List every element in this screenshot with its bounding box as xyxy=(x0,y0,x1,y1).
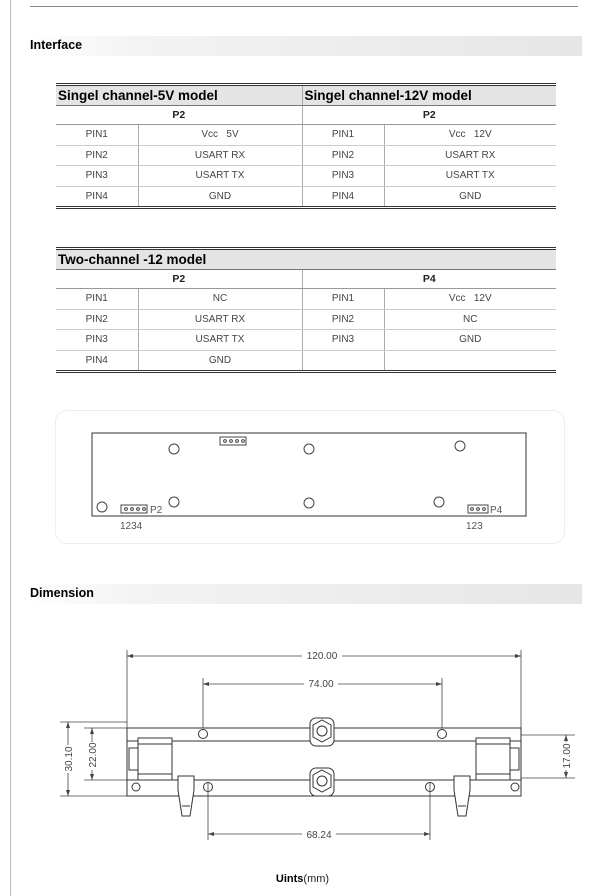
dim-overall-length: 120.00 xyxy=(306,651,338,662)
dim-top-hole-spacing: 74.00 xyxy=(308,679,334,690)
pin-cell: PIN2 xyxy=(56,309,138,330)
table1-right-port: P2 xyxy=(302,106,556,125)
pin-cell: PIN1 xyxy=(302,289,384,310)
units-note xyxy=(0,873,605,885)
function-cell: Vcc 5V xyxy=(138,125,302,146)
dimension-title: Dimension xyxy=(30,586,94,600)
units-word: Uints xyxy=(275,873,304,885)
pin-cell: PIN4 xyxy=(56,186,138,208)
units-value: (mm) xyxy=(303,873,330,885)
dim-right-height: 17.00 xyxy=(562,743,573,769)
p2-label: P2 xyxy=(150,505,163,516)
table2-title: Two-channel -12 model xyxy=(56,249,556,270)
mount-hole xyxy=(438,730,447,739)
pin-cell: PIN4 xyxy=(56,350,138,372)
mount-hole xyxy=(199,730,208,739)
p2-pin-numbers: 1234 xyxy=(120,521,143,532)
pin-cell: PIN3 xyxy=(56,166,138,187)
function-cell: USART RX xyxy=(138,145,302,166)
left-gas-tube xyxy=(178,776,194,816)
pin-cell: PIN1 xyxy=(56,289,138,310)
mount-hole xyxy=(511,783,519,791)
table1-right-title: Singel channel-12V model xyxy=(302,85,556,106)
pin-cell: PIN2 xyxy=(56,145,138,166)
function-cell: USART TX xyxy=(138,330,302,351)
pin-cell: PIN4 xyxy=(302,186,384,208)
dim-bottom-hole-spacing: 68.24 xyxy=(306,830,332,841)
function-cell: USART TX xyxy=(138,166,302,187)
p4-pin-numbers: 123 xyxy=(466,521,483,532)
pin-cell: PIN1 xyxy=(56,125,138,146)
function-cell: Vcc 12V xyxy=(384,289,556,310)
pin-cell: PIN3 xyxy=(302,166,384,187)
mount-hole xyxy=(132,783,140,791)
pin-cell: PIN2 xyxy=(302,145,384,166)
function-cell: USART RX xyxy=(384,145,556,166)
function-cell: GND xyxy=(384,186,556,208)
pin-cell: PIN3 xyxy=(56,330,138,351)
function-cell: GND xyxy=(138,186,302,208)
pin-cell: PIN3 xyxy=(302,330,384,351)
interface-title: Interface xyxy=(30,38,83,52)
right-gas-tube xyxy=(454,776,470,816)
dim-inner-height: 22.00 xyxy=(88,742,99,768)
function-cell: GND xyxy=(138,350,302,372)
function-cell: Vcc 12V xyxy=(384,125,556,146)
function-cell: NC xyxy=(138,289,302,310)
dim-overall-height: 30.10 xyxy=(64,746,75,772)
p4-label: P4 xyxy=(490,505,503,516)
pin-cell: PIN2 xyxy=(302,309,384,330)
table1-left-title: Singel channel-5V model xyxy=(56,85,302,106)
function-cell: USART RX xyxy=(138,309,302,330)
pin-cell: PIN1 xyxy=(302,125,384,146)
table1-left-port: P2 xyxy=(56,106,302,125)
table2-left-port: P2 xyxy=(56,270,302,289)
function-cell: USART TX xyxy=(384,166,556,187)
function-cell: NC xyxy=(384,309,556,330)
table2-right-port: P4 xyxy=(302,270,556,289)
function-cell: GND xyxy=(384,330,556,351)
